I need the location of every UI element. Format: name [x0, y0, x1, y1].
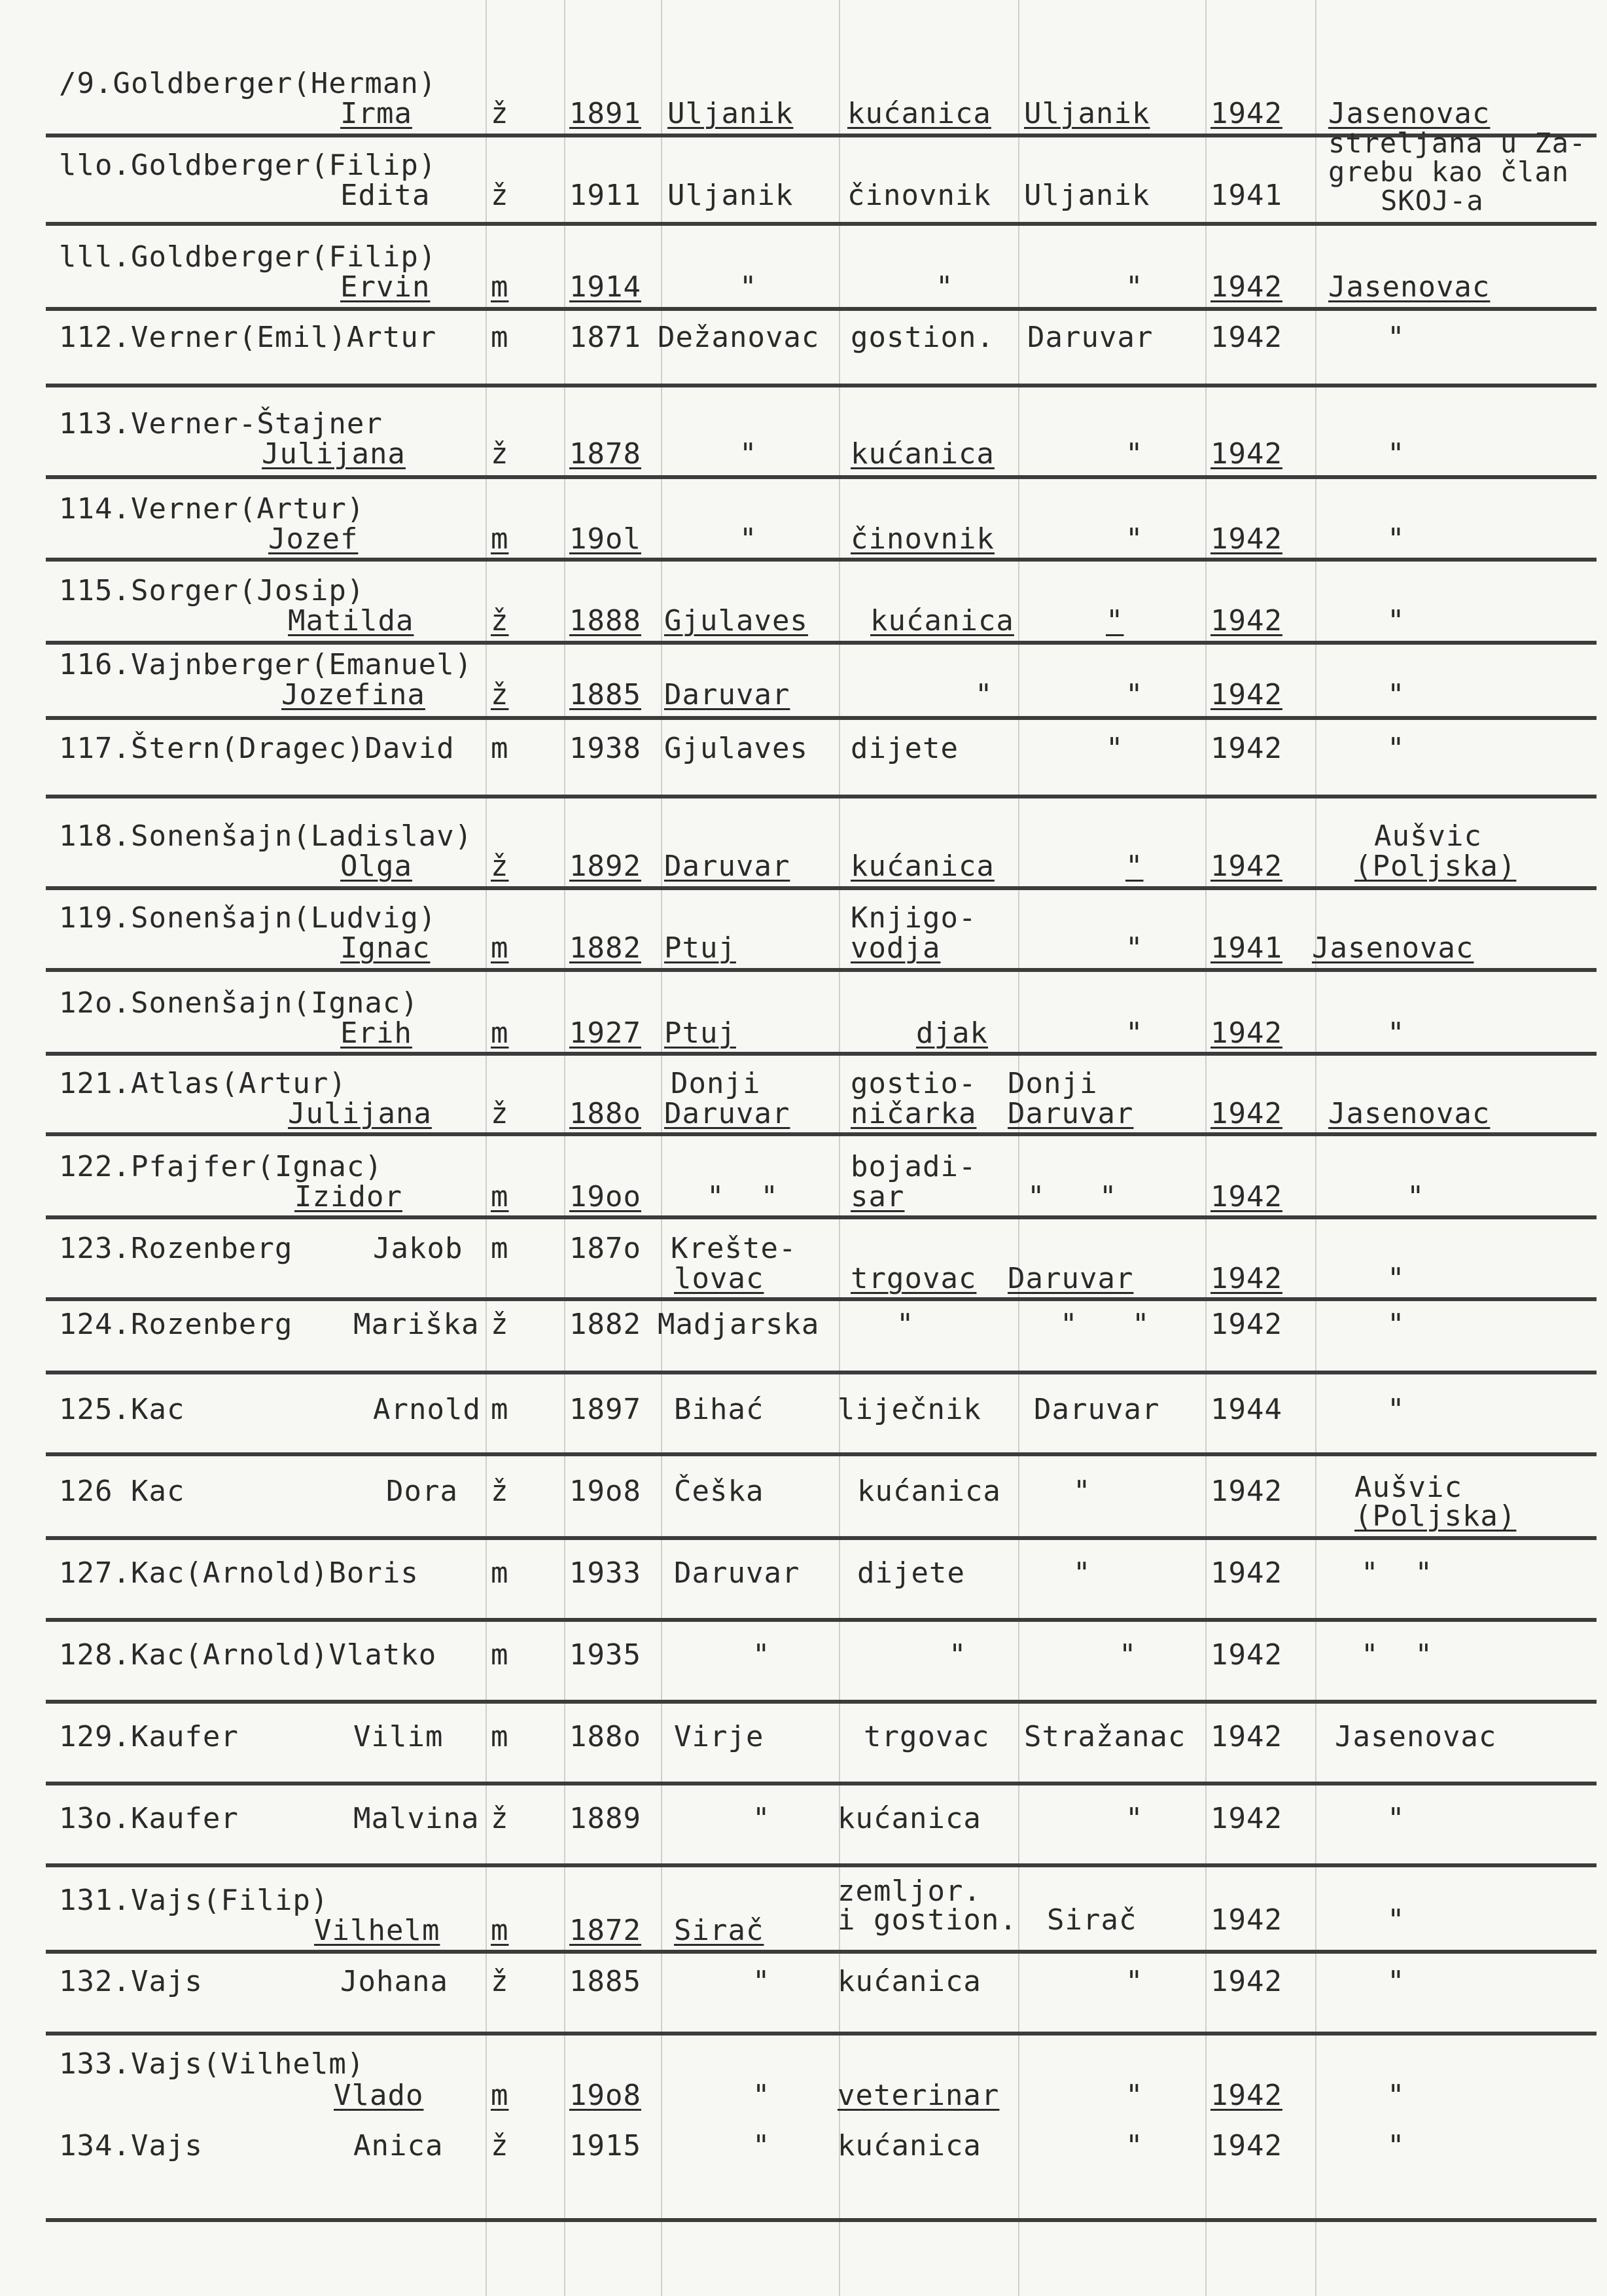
- fate-cell: ": [1387, 1903, 1405, 1937]
- birthplace-cell: Daruvar: [664, 850, 790, 883]
- occupation-cell: kućanica: [838, 2129, 981, 2162]
- table-row: [46, 1224, 1597, 1301]
- table-row: [46, 1872, 1597, 1954]
- fate-cell: ": [1387, 1393, 1405, 1426]
- row-rule: [46, 1452, 1597, 1456]
- birthplace-cell: ": [752, 1965, 771, 1998]
- gender-cell: m: [491, 1016, 509, 1050]
- residence-cell: Donji: [1008, 1067, 1098, 1100]
- gender-cell: ž: [491, 678, 509, 711]
- surname-cell: 123.Rozenberg: [59, 1232, 293, 1265]
- fate-cell: Jasenovac: [1328, 270, 1491, 304]
- occupation-cell: kućanica: [838, 1802, 981, 1835]
- given-name-cell: Mariška: [353, 1308, 480, 1341]
- surname-cell: 122.Pfajfer(Ignac): [59, 1150, 383, 1183]
- birth-year-cell: 1933: [569, 1556, 641, 1590]
- given-name-cell: Jakob: [373, 1232, 463, 1265]
- birth-year-cell: 1882: [569, 931, 641, 965]
- occupation-cell: kućanica: [870, 604, 1014, 637]
- row-rule: [46, 1536, 1597, 1540]
- gender-cell: m: [491, 1638, 509, 1672]
- row-rule: [46, 968, 1597, 972]
- occupation-cell: činovnik: [851, 522, 995, 556]
- table-row: [46, 1790, 1597, 1867]
- residence-cell: ": [1119, 1638, 1137, 1672]
- surname-cell: 113.Verner-Štajner: [59, 407, 383, 440]
- birthplace-cell: Češka: [674, 1475, 764, 1508]
- table-row: [46, 1708, 1597, 1785]
- residence-cell: Daruvar: [1008, 1262, 1134, 1295]
- residence-cell: Uljanik: [1024, 179, 1150, 212]
- death-year-cell: 1942: [1210, 522, 1282, 556]
- table-row: [46, 484, 1597, 562]
- occupation-cell: ničarka: [851, 1097, 977, 1130]
- death-year-cell: 1942: [1210, 1638, 1282, 1672]
- gender-cell: m: [491, 1914, 509, 1947]
- row-rule: [46, 1215, 1597, 1219]
- surname-cell: lll.Goldberger(Filip): [59, 240, 437, 274]
- fate-cell: ": [1387, 321, 1405, 354]
- birth-year-cell: 19o8: [569, 1475, 641, 1508]
- row-rule: [46, 475, 1597, 479]
- row-rule: [46, 222, 1597, 226]
- surname-cell: 132.Vajs: [59, 1965, 203, 1998]
- birthplace-cell: Daruvar: [674, 1556, 800, 1590]
- birth-year-cell: 1911: [569, 179, 641, 212]
- table-row: [46, 648, 1597, 720]
- residence-cell: ": [1125, 850, 1144, 883]
- row-rule: [46, 1618, 1597, 1622]
- residence-cell: ": [1125, 522, 1144, 556]
- birthplace-cell: Krešte-: [671, 1232, 797, 1265]
- given-name-cell: Dora: [386, 1475, 458, 1508]
- row-rule: [46, 1782, 1597, 1785]
- table-row: [46, 1059, 1597, 1136]
- occupation-cell: veterinar: [838, 2079, 1000, 2112]
- given-name-cell: Jozef: [268, 522, 359, 556]
- fate-cell: Jasenovac: [1328, 1097, 1491, 1130]
- birth-year-cell: 1888: [569, 604, 641, 637]
- gender-cell: m: [491, 2079, 509, 2112]
- residence-cell: Daruvar: [1008, 1097, 1134, 1130]
- birthplace-cell: ": [752, 2129, 771, 2162]
- row-rule: [46, 307, 1597, 311]
- given-name-cell: Johana: [340, 1965, 448, 1998]
- row-rule: [46, 795, 1597, 798]
- occupation-cell: dijete: [857, 1556, 965, 1590]
- row-rule: [46, 886, 1597, 890]
- gender-cell: m: [491, 1232, 509, 1265]
- occupation-cell: činovnik: [847, 179, 991, 212]
- table-row: [46, 232, 1597, 311]
- surname-cell: 124.Rozenberg: [59, 1308, 293, 1341]
- birthplace-cell: ": [739, 270, 758, 304]
- birth-year-cell: 1872: [569, 1914, 641, 1947]
- residence-cell: Uljanik: [1024, 97, 1150, 130]
- birth-year-cell: 1915: [569, 2129, 641, 2162]
- gender-cell: m: [491, 732, 509, 765]
- fate-cell: ": [1407, 1180, 1425, 1213]
- occupation-cell: gostion.: [851, 321, 995, 354]
- gender-cell: m: [491, 1180, 509, 1213]
- death-year-cell: 1942: [1210, 2129, 1282, 2162]
- birthplace-cell: Ptuj: [664, 1016, 736, 1050]
- given-name-cell: Edita: [340, 179, 431, 212]
- table-row: [46, 399, 1597, 479]
- death-year-cell: 1942: [1210, 1475, 1282, 1508]
- death-year-cell: 1942: [1210, 1965, 1282, 1998]
- death-year-cell: 1942: [1210, 1556, 1282, 1590]
- birth-year-cell: 19oo: [569, 1180, 641, 1213]
- fate-cell: ": [1387, 732, 1405, 765]
- residence-cell: ": [1125, 437, 1144, 471]
- residence-cell: " ": [1027, 1180, 1118, 1213]
- death-year-cell: 1942: [1210, 678, 1282, 711]
- fate-cell: " ": [1361, 1556, 1433, 1590]
- surname-cell: llo.Goldberger(Filip): [59, 149, 437, 182]
- birthplace-cell: Daruvar: [664, 678, 790, 711]
- birth-year-cell: 1871: [569, 321, 641, 354]
- fate-cell: ": [1387, 1262, 1405, 1295]
- death-year-cell: 1942: [1210, 1308, 1282, 1341]
- gender-cell: ž: [491, 850, 509, 883]
- residence-cell: ": [1125, 2129, 1144, 2162]
- surname-cell: 127.Kac(Arnold)Boris: [59, 1556, 419, 1590]
- birthplace-cell: Uljanik: [667, 97, 794, 130]
- residence-cell: ": [1073, 1475, 1091, 1508]
- fate-cell: ": [1387, 1965, 1405, 1998]
- row-rule: [46, 558, 1597, 562]
- birthplace-cell: lovac: [674, 1262, 764, 1295]
- fate-cell: streljana u Za-: [1328, 127, 1587, 159]
- residence-cell: ": [1125, 1802, 1144, 1835]
- gender-cell: m: [491, 1556, 509, 1590]
- birthplace-cell: Uljanik: [667, 179, 794, 212]
- table-row: [46, 1302, 1597, 1374]
- death-year-cell: 1944: [1210, 1393, 1282, 1426]
- row-rule: [46, 1863, 1597, 1867]
- given-name-cell: Julijana: [288, 1097, 432, 1130]
- death-year-cell: 1942: [1210, 1720, 1282, 1753]
- surname-cell: 13o.Kaufer: [59, 1802, 239, 1835]
- surname-cell: 118.Sonenšajn(Ladislav): [59, 819, 473, 853]
- occupation-cell: kućanica: [851, 437, 995, 471]
- table-row: [46, 2042, 1597, 2122]
- surname-cell: 12o.Sonenšajn(Ignac): [59, 986, 419, 1020]
- birthplace-cell: Virje: [674, 1720, 764, 1753]
- fate-cell: ": [1387, 2079, 1405, 2112]
- surname-cell: 134.Vajs: [59, 2129, 203, 2162]
- table-row: [46, 1958, 1597, 2036]
- table-row: [46, 2117, 1597, 2196]
- table-row: [46, 726, 1597, 798]
- birth-year-cell: 188o: [569, 1097, 641, 1130]
- occupation-cell: trgovac: [851, 1262, 977, 1295]
- death-year-cell: 1942: [1210, 1903, 1282, 1937]
- given-name-cell: Erih: [340, 1016, 412, 1050]
- occupation-cell: bojadi-: [851, 1150, 977, 1183]
- birth-year-cell: 188o: [569, 1720, 641, 1753]
- death-year-cell: 1942: [1210, 1016, 1282, 1050]
- birthplace-cell: ": [752, 1802, 771, 1835]
- row-rule: [46, 1700, 1597, 1704]
- fate-cell: Jasenovac: [1312, 931, 1474, 965]
- gender-cell: ž: [491, 179, 509, 212]
- given-name-cell: Vilim: [353, 1720, 444, 1753]
- surname-cell: 131.Vajs(Filip): [59, 1884, 329, 1917]
- surname-cell: 121.Atlas(Artur): [59, 1067, 347, 1100]
- birthplace-cell: Donji: [671, 1067, 761, 1100]
- birthplace-cell: ": [752, 2079, 771, 2112]
- birth-year-cell: 187o: [569, 1232, 641, 1265]
- gender-cell: ž: [491, 604, 509, 637]
- fate-cell: ": [1387, 522, 1405, 556]
- fate-cell: Aušvic: [1354, 1471, 1462, 1504]
- death-year-cell: 1942: [1210, 1180, 1282, 1213]
- table-row: [46, 978, 1597, 1056]
- gender-cell: ž: [491, 1308, 509, 1341]
- residence-cell: Stražanac: [1024, 1720, 1186, 1753]
- given-name-cell: Julijana: [262, 437, 406, 471]
- occupation-cell: sar: [851, 1180, 905, 1213]
- gender-cell: ž: [491, 2129, 509, 2162]
- occupation-cell: ": [936, 270, 954, 304]
- table-row: [46, 1381, 1597, 1456]
- birthplace-cell: Dežanovac: [658, 321, 820, 354]
- birthplace-cell: Gjulaves: [664, 604, 808, 637]
- row-rule: [46, 1132, 1597, 1136]
- surname-cell: 116.Vajnberger(Emanuel): [59, 648, 473, 681]
- table-row: [46, 1545, 1597, 1622]
- birth-year-cell: 1892: [569, 850, 641, 883]
- surname-cell: 125.Kac: [59, 1393, 185, 1426]
- given-name-cell: Jozefina: [281, 678, 425, 711]
- fate-cell: " ": [1361, 1638, 1433, 1672]
- residence-cell: ": [1106, 732, 1124, 765]
- given-name-cell: Matilda: [288, 604, 414, 637]
- residence-cell: " ": [1060, 1308, 1150, 1341]
- row-rule: [46, 1371, 1597, 1374]
- gender-cell: m: [491, 270, 509, 304]
- surname-cell: 126 Kac: [59, 1475, 185, 1508]
- surname-cell: 129.Kaufer: [59, 1720, 239, 1753]
- occupation-cell: dijete: [851, 732, 959, 765]
- birthplace-cell: Daruvar: [664, 1097, 790, 1130]
- table-row: [46, 566, 1597, 645]
- death-year-cell: 1942: [1210, 850, 1282, 883]
- given-name-cell: Izidor: [294, 1180, 402, 1213]
- fate-cell: ": [1387, 604, 1405, 637]
- row-rule: [46, 384, 1597, 387]
- fate-cell: grebu kao član: [1328, 156, 1570, 188]
- birthplace-cell: Sirač: [674, 1914, 764, 1947]
- occupation-cell: kućanica: [851, 850, 995, 883]
- birthplace-cell: Madjarska: [658, 1308, 820, 1341]
- birth-year-cell: 1938: [569, 732, 641, 765]
- fate-cell: (Poljska): [1354, 850, 1517, 883]
- death-year-cell: 1941: [1210, 179, 1282, 212]
- gender-cell: m: [491, 522, 509, 556]
- residence-cell: ": [1073, 1556, 1091, 1590]
- birth-year-cell: 1891: [569, 97, 641, 130]
- fate-cell: Aušvic: [1374, 819, 1482, 853]
- death-year-cell: 1941: [1210, 931, 1282, 965]
- death-year-cell: 1942: [1210, 270, 1282, 304]
- fate-cell: Jasenovac: [1335, 1720, 1497, 1753]
- gender-cell: ž: [491, 1475, 509, 1508]
- birth-year-cell: 1914: [569, 270, 641, 304]
- fate-cell: (Poljska): [1354, 1499, 1517, 1533]
- death-year-cell: 1942: [1210, 1262, 1282, 1295]
- birth-year-cell: 1889: [569, 1802, 641, 1835]
- death-year-cell: 1942: [1210, 321, 1282, 354]
- row-rule: [46, 1052, 1597, 1056]
- residence-cell: ": [1125, 270, 1144, 304]
- occupation-cell: kućanica: [847, 97, 991, 130]
- row-rule: [46, 2032, 1597, 2036]
- occupation-cell: i gostion.: [838, 1903, 1017, 1937]
- birth-year-cell: 1897: [569, 1393, 641, 1426]
- occupation-cell: trgovac: [864, 1720, 990, 1753]
- gender-cell: m: [491, 1393, 509, 1426]
- residence-cell: Daruvar: [1034, 1393, 1160, 1426]
- death-year-cell: 1942: [1210, 1802, 1282, 1835]
- gender-cell: ž: [491, 1802, 509, 1835]
- given-name-cell: Arnold: [373, 1393, 481, 1426]
- residence-cell: Sirač: [1047, 1903, 1137, 1937]
- table-row: [46, 127, 1597, 226]
- birthplace-cell: ": [739, 437, 758, 471]
- occupation-cell: djak: [916, 1016, 988, 1050]
- occupation-cell: ": [896, 1308, 915, 1341]
- birthplace-cell: Gjulaves: [664, 732, 808, 765]
- fate-cell: SKOJ-a: [1381, 185, 1484, 217]
- occupation-cell: vodja: [851, 931, 941, 965]
- table-row: [46, 1142, 1597, 1219]
- residence-cell: ": [1125, 2079, 1144, 2112]
- residence-cell: ": [1106, 604, 1124, 637]
- death-year-cell: 1942: [1210, 97, 1282, 130]
- occupation-cell: kućanica: [838, 1965, 981, 1998]
- gender-cell: m: [491, 321, 509, 354]
- death-year-cell: 1942: [1210, 1097, 1282, 1130]
- row-rule: [46, 1950, 1597, 1954]
- birth-year-cell: 1885: [569, 1965, 641, 1998]
- gender-cell: ž: [491, 1965, 509, 1998]
- birthplace-cell: Ptuj: [664, 931, 736, 965]
- death-year-cell: 1942: [1210, 2079, 1282, 2112]
- occupation-cell: kućanica: [857, 1475, 1001, 1508]
- fate-cell: ": [1387, 1016, 1405, 1050]
- given-name-cell: Vlado: [334, 2079, 424, 2112]
- given-name-cell: Vilhelm: [314, 1914, 440, 1947]
- birth-year-cell: 1927: [569, 1016, 641, 1050]
- birth-year-cell: 19o8: [569, 2079, 641, 2112]
- row-rule: [46, 641, 1597, 645]
- table-row: [46, 812, 1597, 890]
- given-name-cell: Olga: [340, 850, 412, 883]
- surname-cell: 114.Verner(Artur): [59, 492, 365, 526]
- residence-cell: ": [1125, 1016, 1144, 1050]
- row-rule: [46, 716, 1597, 720]
- table-row: [46, 893, 1597, 972]
- gender-cell: m: [491, 1720, 509, 1753]
- residence-cell: ": [1125, 931, 1144, 965]
- fate-cell: ": [1387, 1802, 1405, 1835]
- surname-cell: 128.Kac(Arnold)Vlatko: [59, 1638, 437, 1672]
- occupation-cell: ": [975, 678, 993, 711]
- surname-cell: 115.Sorger(Josip): [59, 574, 365, 607]
- fate-cell: ": [1387, 437, 1405, 471]
- row-rule: [46, 2218, 1597, 2222]
- birth-year-cell: 1935: [569, 1638, 641, 1672]
- occupation-cell: gostio-: [851, 1067, 977, 1100]
- birth-year-cell: 1885: [569, 678, 641, 711]
- gender-cell: ž: [491, 437, 509, 471]
- gender-cell: m: [491, 931, 509, 965]
- occupation-cell: ": [949, 1638, 967, 1672]
- table-row: [46, 1463, 1597, 1540]
- table-row: [46, 315, 1597, 387]
- birthplace-cell: " ": [707, 1180, 779, 1213]
- occupation-cell: liječnik: [838, 1393, 981, 1426]
- birthplace-cell: ": [739, 522, 758, 556]
- given-name-cell: Irma: [340, 97, 412, 130]
- table-row: [46, 1626, 1597, 1704]
- fate-cell: ": [1387, 678, 1405, 711]
- surname-cell: 119.Sonenšajn(Ludvig): [59, 901, 437, 935]
- surname-cell: 133.Vajs(Vilhelm): [59, 2047, 365, 2081]
- given-name-cell: Anica: [353, 2129, 444, 2162]
- birth-year-cell: 1882: [569, 1308, 641, 1341]
- death-year-cell: 1942: [1210, 732, 1282, 765]
- occupation-cell: Knjigo-: [851, 901, 977, 935]
- row-rule: [46, 1297, 1597, 1301]
- birth-year-cell: 1878: [569, 437, 641, 471]
- given-name-cell: Ignac: [340, 931, 431, 965]
- surname-cell: 117.Štern(Dragec)David: [59, 732, 455, 765]
- death-year-cell: 1942: [1210, 437, 1282, 471]
- surname-cell: /9.Goldberger(Herman): [59, 67, 437, 100]
- fate-cell: Jasenovac: [1328, 97, 1491, 130]
- residence-cell: ": [1125, 678, 1144, 711]
- fate-cell: ": [1387, 1308, 1405, 1341]
- birthplace-cell: ": [752, 1638, 771, 1672]
- birthplace-cell: Bihać: [674, 1393, 764, 1426]
- table-row: [46, 59, 1597, 137]
- surname-cell: 112.Verner(Emil)Artur: [59, 321, 437, 354]
- occupation-cell: zemljor.: [838, 1874, 981, 1908]
- residence-cell: ": [1125, 1965, 1144, 1998]
- death-year-cell: 1942: [1210, 604, 1282, 637]
- birth-year-cell: 19ol: [569, 522, 641, 556]
- fate-cell: ": [1387, 2129, 1405, 2162]
- given-name-cell: Ervin: [340, 270, 431, 304]
- given-name-cell: Malvina: [353, 1802, 480, 1835]
- gender-cell: ž: [491, 1097, 509, 1130]
- residence-cell: Daruvar: [1027, 321, 1154, 354]
- gender-cell: ž: [491, 97, 509, 130]
